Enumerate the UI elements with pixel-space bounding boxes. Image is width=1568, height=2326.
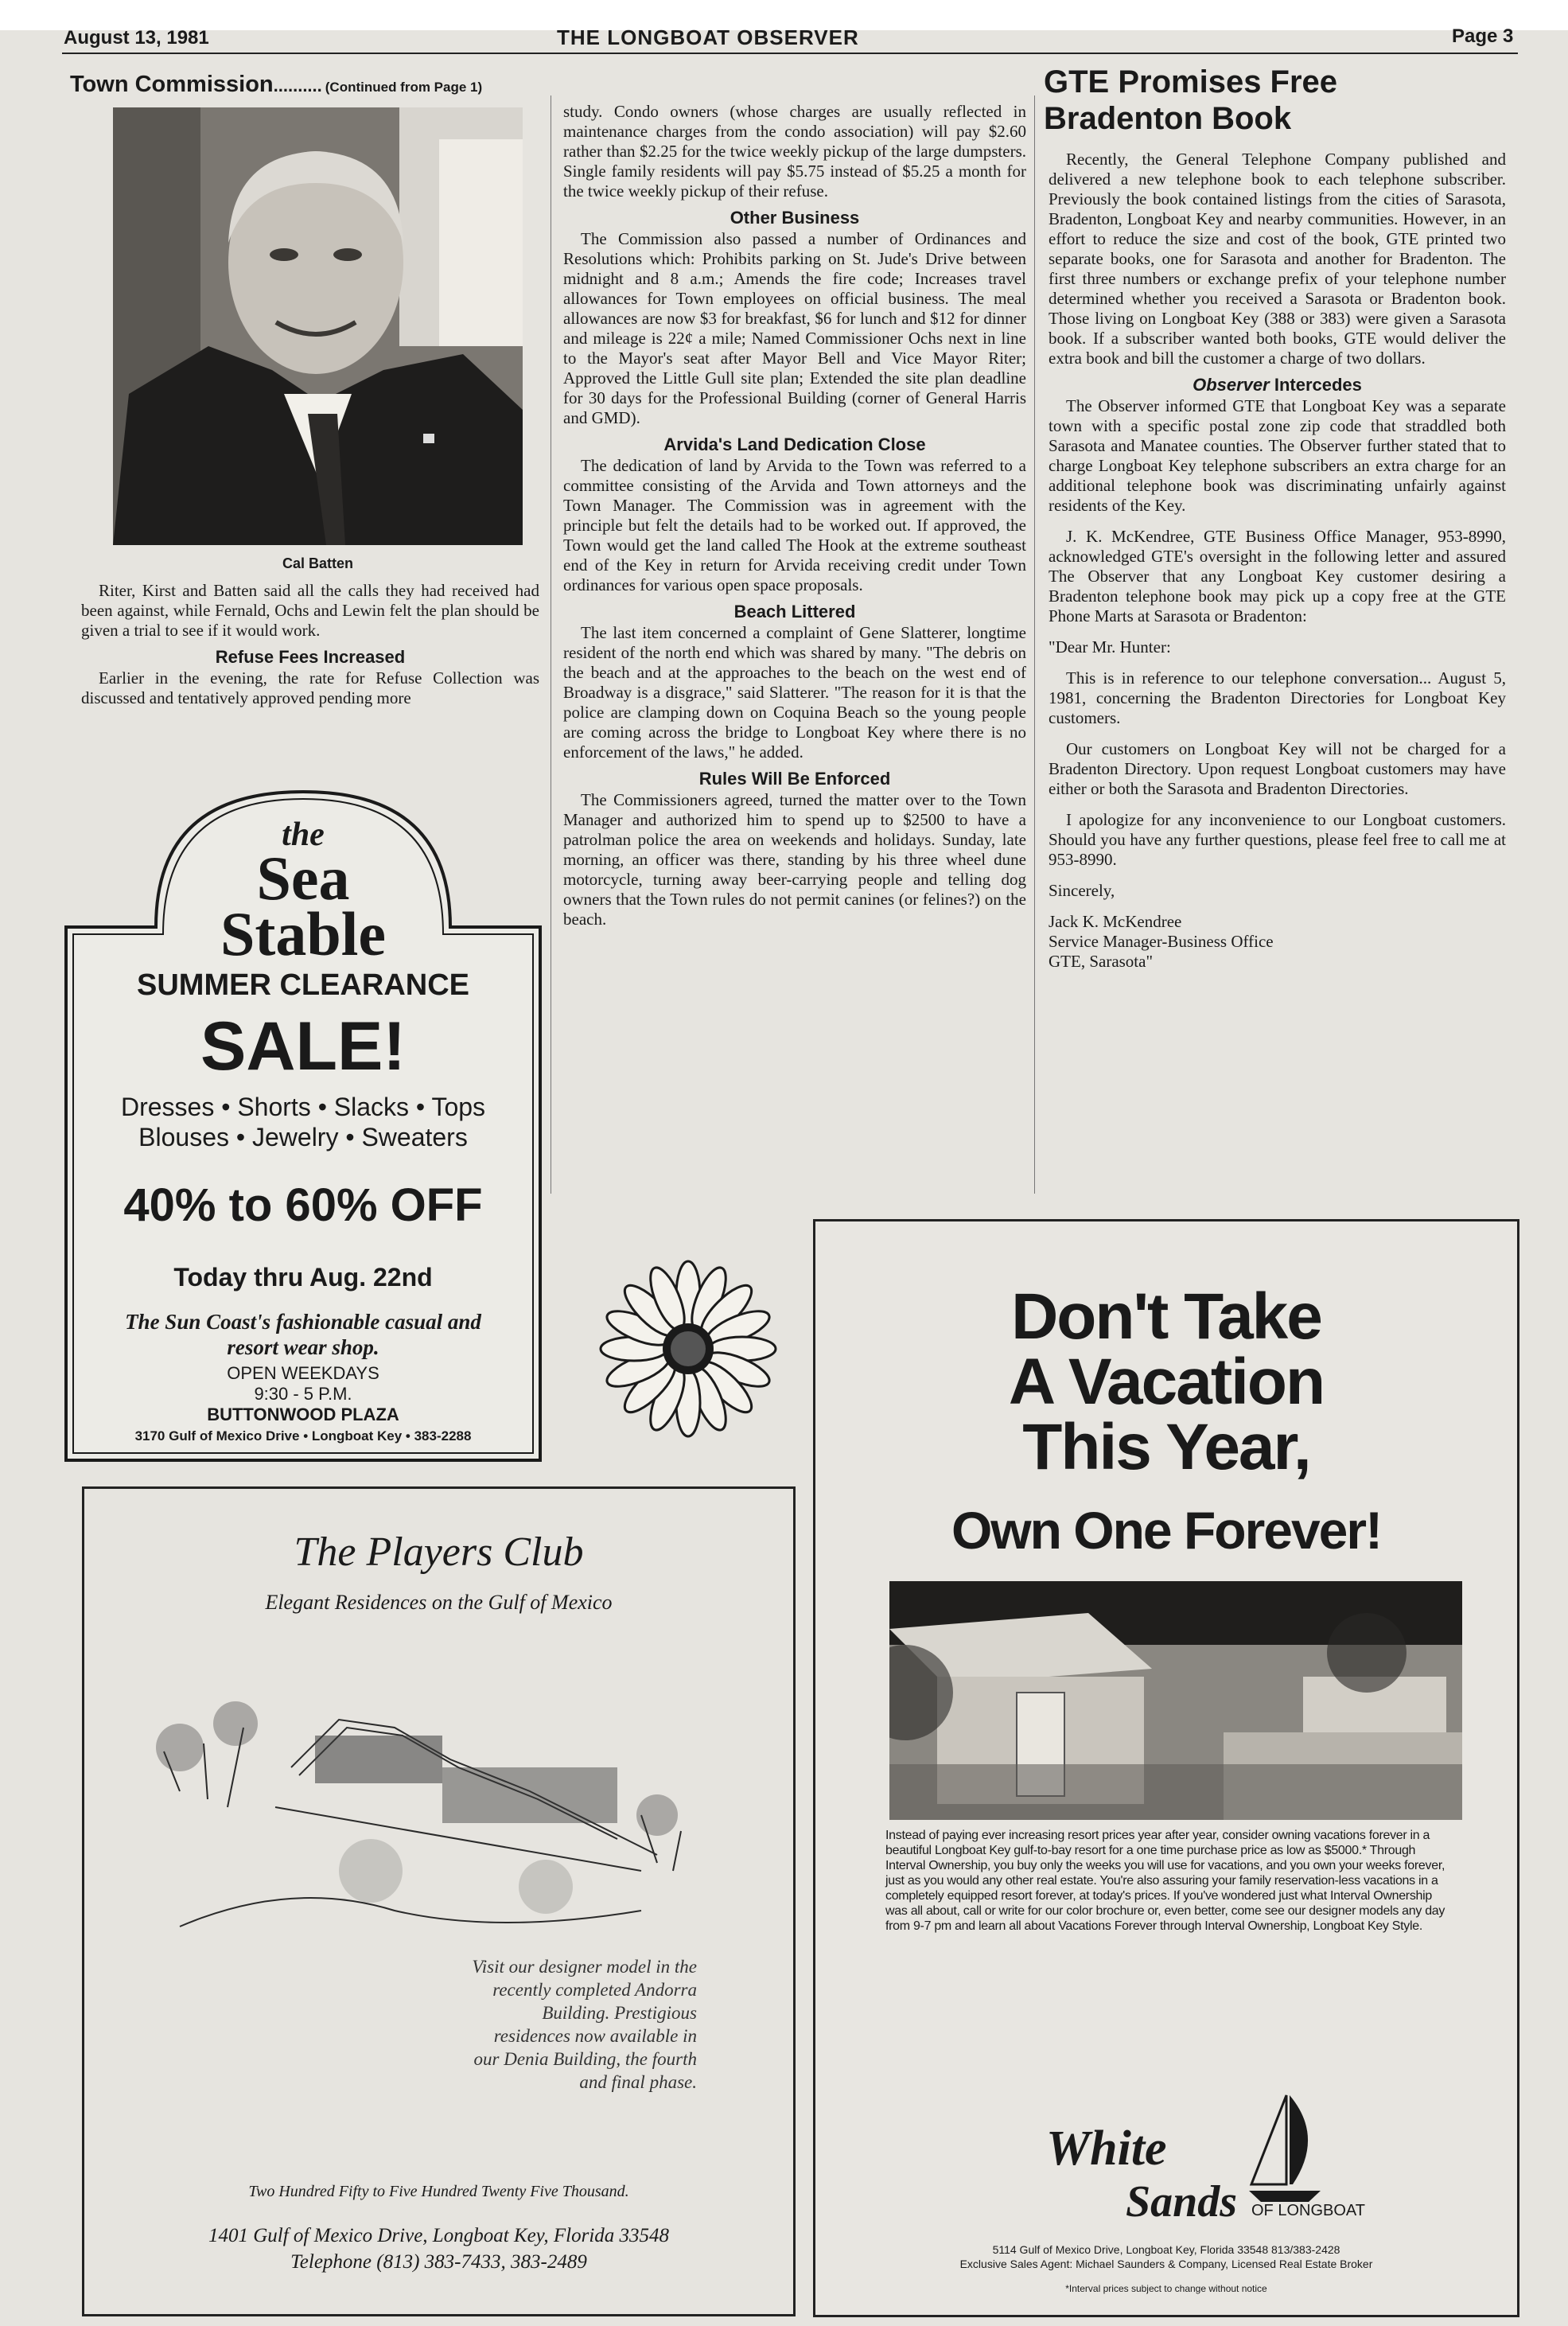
players-club-title: The Players Club [294,1529,584,1575]
sale-dates: Today thru Aug. 22nd [173,1263,433,1292]
resort-photo [889,1581,1462,1820]
col2-para-arvida: The dedication of land by Arvida to the Town was referred to a committee consisting of the Arvida and Town attorneys and the Town Manager. The Commission was in agreement with the principle but felt the details had to be worked out. If approved, the Town would get the land called The Hook at the extreme southeast end of the Key in return for Arvida receiving credit under Town ordinances for various open space proposals. [563,456,1026,594]
subhead-observer-intercedes [1049,375,1506,395]
players-visit-text: Visit our designer model in the recently completed Andorra Building. Prestigious residences now available in our Denia Building, the fourth and final phase. [472,1957,697,2092]
plaza-name: BUTTONWOOD PLAZA [207,1405,399,1424]
col2-para-study: study. Condo owners (whose charges are usually reflected in maintenance charges from the condo association) will pay $2.60 rather than $2.25 for the twice weekly pickup of the large dumpsters. Single family residents will pay $5.75 instead of $5.25 a month for the twice weekly pickup of their refuse. [563,102,1026,201]
white-sands-agent: Exclusive Sales Agent: Michael Saunders & Company, Licensed Real Estate Broker [959,2258,1373,2270]
town-commission-title: Town Commission [70,72,274,97]
discount-text: 40% to 60% OFF [123,1179,483,1231]
sea-stable-logo-stable: Stable [220,899,387,968]
subhead-refuse-fees: Refuse Fees Increased [215,647,406,667]
shop-tagline: The Sun Coast's fashionable casual and resort wear shop. [125,1310,481,1359]
continued-note: (Continued from Page 1) [325,80,483,95]
town-commission-heading [70,72,547,98]
players-club-ad [82,1486,796,2316]
store-address: 3170 Gulf of Mexico Drive • Longboat Key • 383-2288 [134,1428,472,1444]
letter-para2: Our customers on Longboat Key will not be charged for a Bradenton Directory. Upon request Longboat customers may have either or both the Sarasota and Bradenton Directories. [1049,739,1506,798]
col1-text [81,581,539,708]
resort-sketch [132,1672,705,1958]
ad-headline-line2: A Vacation [1008,1346,1325,1418]
ad-headline-line1: Don't Take [1011,1280,1321,1353]
letter-sincerely: Sincerely, [1049,881,1115,900]
letter-para3: I apologize for any inconvenience to our Longboat customers. Should you have any further questions, please feel free to call me at 953-8990. [1049,810,1506,869]
letter-salutation: "Dear Mr. Hunter: [1049,637,1171,657]
subhead-beach-littered: Beach Littered [733,602,856,621]
col3-para2: The Observer informed GTE that Longboat Key was a separate town with a specific postal zone zip code that straddled both Sarasota and Manatee counties. The Observer further stated that to charge Longboat Key telephone subscribers an extra charge for an additional telephone book was discriminating unfairly against residents of the Key. [1049,396,1506,515]
players-price: Two Hundred Fifty to Five Hundred Twenty Five Thousand. [248,2183,629,2200]
sea-stable-logo-sea: Sea [256,844,350,913]
sea-stable-ad [62,784,544,1464]
header-rule [62,53,1518,54]
col2-text [563,102,1026,929]
col3-text [1049,150,1506,972]
sale-items-line2: Blouses • Jewelry • Sweaters [138,1123,468,1151]
open-weekdays: OPEN WEEKDAYS [227,1363,379,1383]
white-sands-body: Instead of paying ever increasing resort prices year after year, consider owning vacations forever in a beautiful Longboat Key gulf-to-bay resort for a one time purchase price as low as $5000.* Through Interval Ownership, you buy only the weeks you will use for vacations, and you own your weeks forever, just as you would any other real estate. You're also assuring your family reservation-less vacations in a completely equipped resort forever, at today's prices. If you've wondered just what Interval Ownership was all about, call or write for our color brochure or, even better, come see our designer models any day from 9-7 pm and learn all about Vacations Forever through Interval Ownership, Longboat Key Style. [885,1829,1445,1933]
white-sands-ad [813,1219,1519,2317]
header-date: August 13, 1981 [64,27,209,49]
title-leader-dots: .......... [273,76,322,95]
ad-headline-line4: Own One Forever! [951,1501,1382,1560]
letter-para1: This is in reference to our telephone conversation... August 5, 1981, concerning the Bradenton Directories for Longboat Key customers. [1049,668,1506,727]
subhead-arvida: Arvida's Land Dedication Close [663,434,926,454]
sale-banner: SALE! [200,1008,406,1085]
cal-batten-photo [113,107,523,545]
col1-para: Riter, Kirst and Batten said all the calls they had received had been against, while Fernald, Ochs and Lewin felt the plan should be given a trial to see if it would work. [81,581,539,640]
col2-para-rules: The Commissioners agreed, turned the matter over to the Town Manager and authorized him to spend up to $2500 to have a patrolman police the area on weekends and holidays. Sunday, late morning, an officer was there, standing by his three wheel dune motorcycle, turning away beer-carrying people and telling dog owners that the Town rules do not permit canines (or felines?) on the beach. [563,790,1026,929]
summer-clearance: SUMMER CLEARANCE [137,968,469,1002]
col3-para1: Recently, the General Telephone Company published and delivered a new telephone book to each telephone subscriber. Previously the book contained listings from the cities of Sarasota, Bradenton, Longboat Key and nearby communities. However, in an effort to reduce the size and cost of the book, GTE printed two separate books, one for Sarasota and another for Bradenton. The first three numbers or exchange prefix of your telephone number determined whether you received a Sarasota or Bradenton book. Those living on Longboat Key (388 or 383) were given a Sarasota book. If a subscriber wanted both books, GTE would deliver the extra book and bill the customer a charge of two dollars. [1049,150,1506,368]
white-sands-logo-white: White [1046,2121,1167,2176]
white-sands-address: 5114 Gulf of Mexico Drive, Longboat Key, Florida 33548 813/383-2428 [992,2243,1340,2256]
white-sands-footnote: *Interval prices subject to change without notice [1065,2283,1267,2294]
col2-para-beach: The last item concerned a complaint of Gene Slatterer, longtime resident of the north end which was shared by many. "The debris on the beach and at the approaches to the beach on the west end of Broadway is a disgrace," said Slatterer. "The reason for it is that the police are clamping down on Coquina Beach so the young people are coming across the bridge to Longboat Key where there is no enforcement of the laws," he added. [563,623,1026,762]
players-club-subtitle: Elegant Residences on the Gulf of Mexico [265,1591,613,1614]
header-page-number: Page 3 [1452,25,1514,47]
gte-headline: GTE Promises Free Bradenton Book [1044,64,1338,136]
signature-title: Service Manager-Business Office [1049,932,1274,951]
subhead-intercedes-word: Intercedes [1269,375,1362,395]
col2-para-other: The Commission also passed a number of Ordinances and Resolutions which: Prohibits parking on St. Jude's Drive between midnight and 8 a.m.; Amends the fire code; Increases travel allowances for Town employees on official business. The meal allowances are now $3 for breakfast, $6 for lunch and $12 for dinner and mileage is 22¢ a mile; Named Commissioner Ochs next in line to the Mayor's seat after Mayor Bell and Vice Mayor Riter; Approved the Little Gull site plan; Extended the site plan deadline for 30 days for the Professional Building (corner of General Harris and GMD). [563,229,1026,427]
signature-name: Jack K. McKendree [1049,912,1182,931]
white-sands-logo-of-longboat: OF LONGBOAT [1251,2202,1365,2219]
col3-para3: J. K. McKendree, GTE Business Office Manager, 953-8990, acknowledged GTE's oversight in the following letter and assured The Observer that any Longboat Key customer desiring a Bradenton telephone book may pick up a copy free at the GTE Phone Marts at Sarasota or Bradenton: [1049,527,1506,625]
players-phone: Telephone (813) 383-7433, 383-2489 [290,2251,587,2273]
players-address: 1401 Gulf of Mexico Drive, Longboat Key, Florida 33548 [208,2225,670,2246]
white-sands-logo-sands: Sands [1126,2177,1238,2227]
signature-location: GTE, Sarasota" [1049,952,1154,971]
subhead-rules-enforced: Rules Will Be Enforced [698,769,891,789]
sale-items-line1: Dresses • Shorts • Slacks • Tops [120,1093,486,1121]
subhead-observer-word: Observer [1193,375,1270,395]
subhead-other-business: Other Business [730,208,860,228]
sailboat-logo [1245,2089,1325,2208]
column-rule [1034,95,1035,1194]
store-hours: 9:30 - 5 P.M. [254,1384,352,1404]
ad-headline-line3: This Year, [1022,1411,1310,1483]
sea-stable-logo-the: the [282,816,325,853]
col1-para-refuse: Earlier in the evening, the rate for Refuse Collection was discussed and tentatively approved pending more [81,668,539,707]
header-paper-name: THE LONGBOAT OBSERVER [557,25,859,49]
photo-caption: Cal Batten [282,555,353,571]
flower-ornament [593,1253,784,1444]
